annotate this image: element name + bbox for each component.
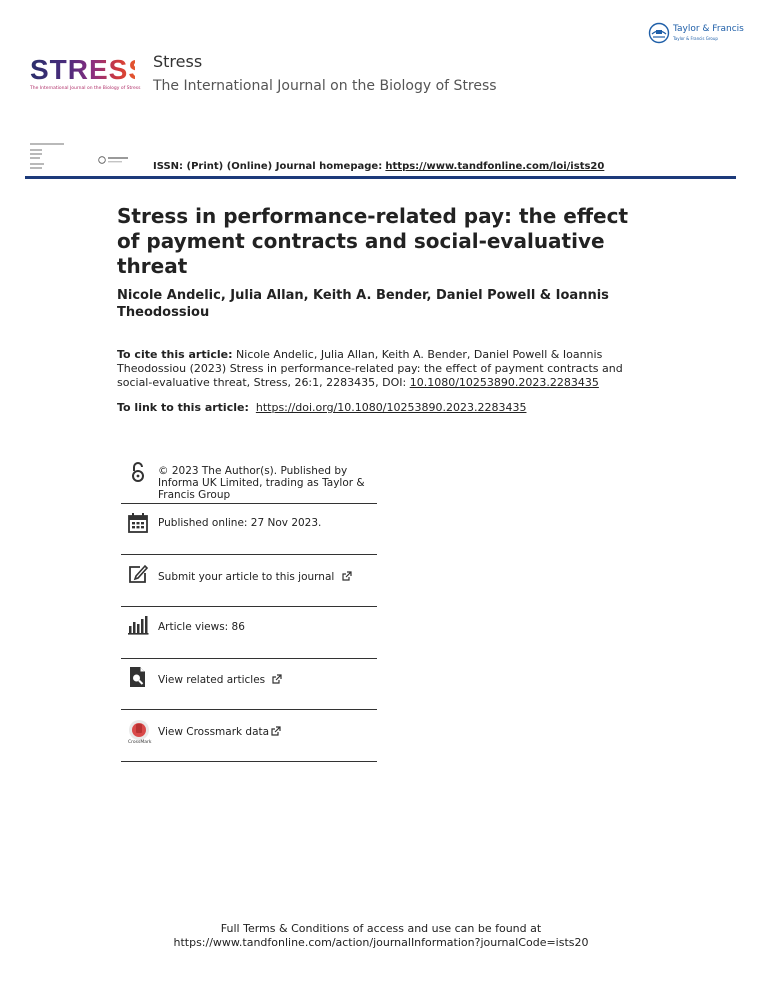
- related-link[interactable]: [158, 674, 380, 686]
- crossmark-caption: CrossMark: [128, 740, 152, 745]
- views-text: Article views: 86: [158, 621, 245, 633]
- footer-url[interactable]: https://www.tandfonline.com/action/journalInformation?journalCode=ists20: [173, 936, 589, 949]
- divider: [121, 606, 377, 607]
- footer-line: Full Terms & Conditions of access and use can be found at: [220, 922, 542, 935]
- article-title: Stress in performance-related pay: the effect of payment contracts and social-evaluative threat: [117, 204, 629, 278]
- journal-subtitle: The International Journal on the Biology of Stress: [153, 78, 497, 94]
- related-text[interactable]: View related articles: [158, 674, 266, 686]
- crossmark-link[interactable]: [158, 726, 380, 738]
- related-row[interactable]: [121, 666, 377, 706]
- header-rule: [25, 176, 736, 179]
- crossmark-row[interactable]: [121, 718, 377, 758]
- cite-label: To cite this article:: [117, 348, 233, 361]
- mini-publisher-icon: [98, 156, 106, 164]
- cite-text: Nicole Andelic, Julia Allan, Keith A. Bender, Daniel Powell & Ioannis Theodossiou (2023) Stress in performance-related pay: the effect of payment contracts and social-evaluative threat, Stress, 26:1, 2283435, DOI:: [117, 348, 623, 389]
- publisher-name: Taylor & Francis: [673, 24, 744, 34]
- publisher-emblem-icon: [648, 22, 670, 44]
- link-label: To link to this article:: [117, 401, 249, 414]
- divider: [121, 503, 377, 504]
- article-authors: Nicole Andelic, Julia Allan, Keith A. Bender, Daniel Powell & Ioannis Theodossiou: [117, 288, 609, 320]
- crossmark-text[interactable]: View Crossmark data: [158, 726, 270, 738]
- mini-publisher-wordmark: [108, 157, 130, 163]
- doi-link[interactable]: 10.1080/10253890.2023.2283435: [409, 376, 599, 389]
- article-doi-url[interactable]: https://doi.org/10.1080/10253890.2023.2283435: [255, 401, 527, 414]
- article-link-line: [117, 401, 637, 414]
- journal-logo: [30, 54, 149, 97]
- journal-homepage-link[interactable]: https://www.tandfonline.com/loi/ists20: [385, 161, 605, 172]
- publisher-tagline: Taylor & Francis Group: [673, 36, 718, 41]
- related-articles-icon: [127, 666, 149, 688]
- published-text: Published online: 27 Nov 2023.: [158, 517, 322, 529]
- journal-name: Stress: [153, 52, 203, 71]
- divider: [121, 658, 377, 659]
- open-access-icon: [127, 461, 149, 483]
- published-row: [121, 512, 377, 552]
- divider: [121, 709, 377, 710]
- external-link-icon: [272, 674, 282, 684]
- submit-text[interactable]: Submit your article to this journal: [158, 571, 335, 583]
- citation: [117, 348, 637, 390]
- external-link-icon: [342, 571, 352, 581]
- logo-text: STRESS: [30, 54, 149, 85]
- divider: [121, 761, 377, 762]
- issn-label: ISSN: (Print) (Online) Journal homepage:: [153, 161, 383, 172]
- journal-cover-thumbnail: [30, 143, 70, 175]
- bar-chart-icon: [127, 614, 149, 636]
- footer: [0, 922, 762, 950]
- external-link-icon: [271, 726, 281, 736]
- license-text: © 2023 The Author(s). Published by Informa UK Limited, trading as Taylor & Francis Group: [158, 465, 365, 501]
- license-row: [121, 461, 377, 505]
- divider: [121, 554, 377, 555]
- views-row: [121, 614, 377, 654]
- edit-icon: [127, 563, 149, 585]
- issn-line: [153, 161, 604, 172]
- submit-row[interactable]: [121, 563, 377, 603]
- calendar-icon: [127, 512, 149, 534]
- logo-tagline: The International Journal on the Biology of Stress: [30, 86, 141, 91]
- submit-link[interactable]: [158, 571, 380, 583]
